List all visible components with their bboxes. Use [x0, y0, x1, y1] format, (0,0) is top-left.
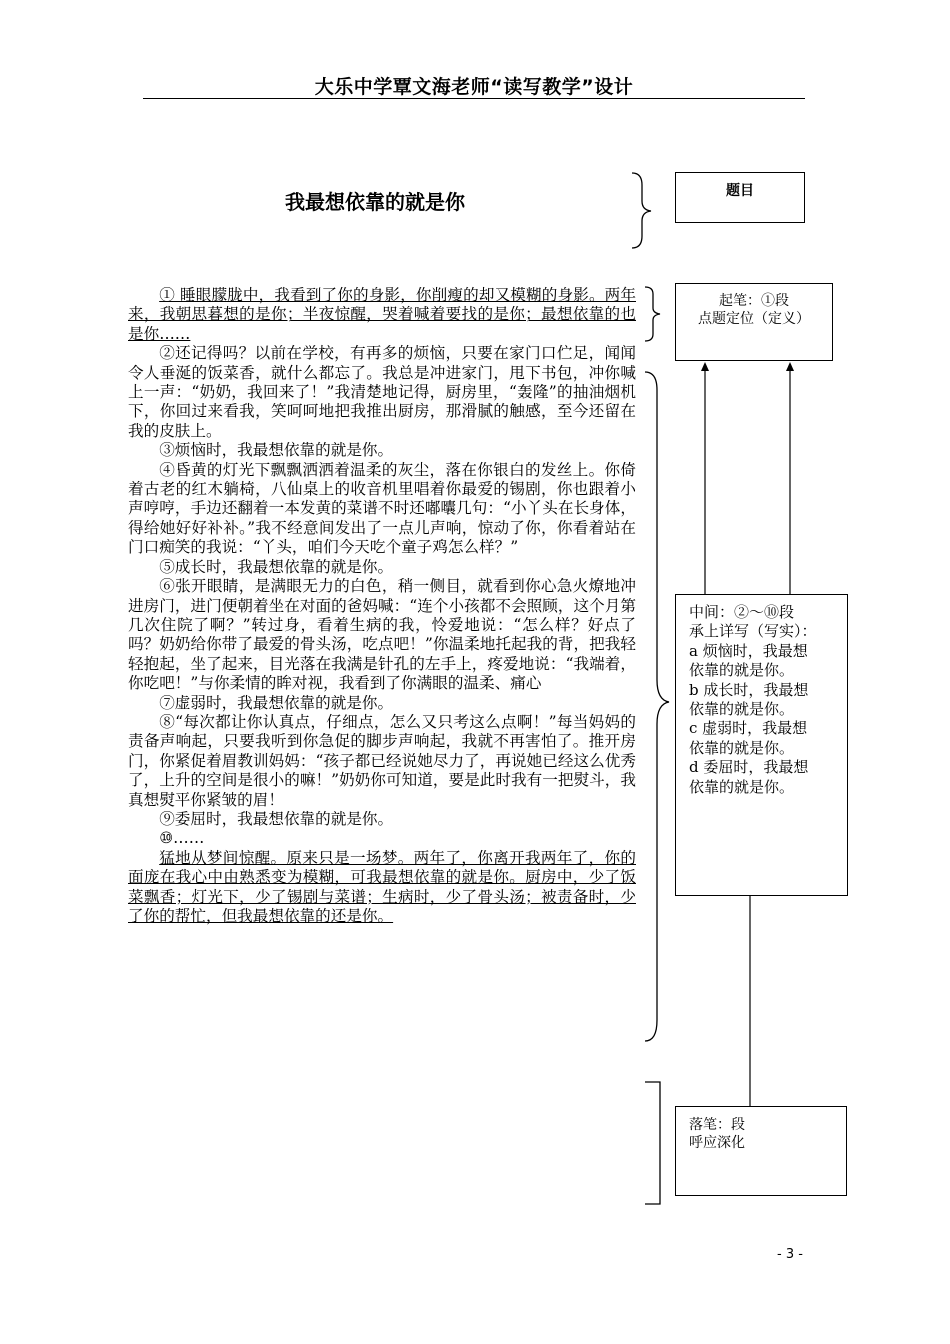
- paragraph-10: ⑩……: [159, 829, 205, 848]
- ending-line-2: 呼应深化: [689, 1135, 745, 1151]
- middle-line-10: 依靠的就是你。: [689, 777, 795, 796]
- essay-title: 我最想依靠的就是你: [285, 190, 465, 214]
- opening-brace: [645, 287, 660, 341]
- arrow-head-right: [786, 362, 794, 371]
- opening-line-1: 起笔：①段: [719, 293, 789, 309]
- middle-line-7: c 虚弱时，我最想: [689, 719, 808, 738]
- paragraph-9: ⑨委屈时，我最想依靠的就是你。: [159, 809, 394, 828]
- ending-bracket: [645, 1082, 660, 1204]
- paragraph-7: ⑦虚弱时，我最想依靠的就是你。: [159, 693, 394, 712]
- middle-line-5: b 成长时，我最想: [689, 680, 809, 699]
- middle-brace: [645, 372, 669, 1041]
- paragraph-4: ④昏黄的灯光下飘飘洒洒着温柔的灰尘，落在你银白的发丝上。你倚着古老的红木躺椅，八仙桌上的收音机里唱着你最爱的锡剧，你也跟着小声哼哼，手边还翻着一本发黄的菜谱不时还嘟囔几句：“小丫头在长身体，得给她好好补补。”我不经意间发出了一点儿声响，惊动了你，你看着站在门口痴笑的我说：“丫头，咱们今天吃个童子鸡怎么样？”: [128, 460, 636, 557]
- title-brace: [632, 173, 651, 248]
- middle-line-8: 依靠的就是你。: [689, 738, 795, 757]
- topic-box: [675, 172, 805, 223]
- middle-line-3: a 烦恼时，我最想: [689, 641, 808, 660]
- middle-line-9: d 委屈时，我最想: [689, 758, 809, 777]
- paragraph-5: ⑤成长时，我最想依靠的就是你。: [159, 557, 394, 576]
- opening-line-2: 点题定位（定义）: [698, 311, 810, 327]
- paragraph-6: ⑥张开眼睛，是满眼无力的白色，稍一侧目，就看到你心急火燎地冲进房门，进门便朝着坐在对面的爸妈喊：“连个小孩都不会照顾，这个月第几次住院了啊？”转过身，看着生病的我，怜爱地说：“怎么样？好点了吗？奶奶给你带了最爱的骨头汤，吃点吧！”你温柔地托起我的背，把我轻轻抱起，坐了起来，目光落在我满是针孔的左手上，疼爱地说：“我端着，你吃吧！”与你柔情的眸对视，我看到了你满眼的温柔、痛心: [128, 577, 636, 693]
- paragraph-2: ②还记得吗？以前在学校，有再多的烦恼，只要在家门口伫足，闻闻令人垂涎的饭菜香，就什么都忘了。我总是冲进家门，甩下书包，冲你喊上一声：“奶奶，我回来了！”我清楚地记得，厨房里，“轰隆”的抽油烟机下，你回过来看我，笑呵呵地把我推出厨房，那滑腻的触感，至今还留在我的皮肤上。: [128, 344, 636, 440]
- middle-line-4: 依靠的就是你。: [689, 661, 795, 680]
- opening-box: [675, 283, 833, 361]
- paragraph-3: ③烦恼时，我最想依靠的就是你。: [159, 441, 394, 460]
- paragraph-8: ⑧“每次都让你认真点，仔细点，怎么又只考这么点啊！”每当妈妈的责备声响起，只要我听到你急促的脚步声响起，我就不再害怕了。推开房门，你紧促着眉教训妈妈：“孩子都已经说她尽力了，再说她已经这么优秀了，上升的空间是很小的嘛！”奶奶你可知道，要是此时我有一把熨斗，我真想熨平你紧皱的眉！: [128, 712, 636, 809]
- middle-line-6: 依靠的就是你。: [689, 700, 795, 719]
- page-header: 大乐中学覃文海老师“读写教学”设计: [314, 76, 634, 98]
- arrow-head-left: [701, 362, 709, 371]
- middle-box: [675, 594, 848, 896]
- topic-label: 题目: [726, 183, 754, 199]
- paragraph-ending: 猛地从梦间惊醒。原来只是一场梦。两年了，你离开我两年了，你的面庞在我心中由熟悉变为模糊，可我最想依靠的就是你。厨房中，少了饭菜飘香；灯光下，少了锡剧与菜谱；生病时，少了骨头汤；被责备时，少了你的帮忙，但我最想依靠的还是你。: [128, 848, 636, 925]
- paragraph-1: ① 睡眼朦胧中，我看到了你的身影，你削瘦的却又模糊的身影。两年来，我朝思暮想的是你；半夜惊醒，哭着喊着要找的是你；最想依靠的也是你……: [128, 286, 636, 343]
- page-number: - 3 -: [777, 1247, 803, 1262]
- middle-line-1: 中间：②～⑩段: [689, 603, 795, 621]
- middle-line-2: 承上详写（写实）：: [689, 622, 817, 641]
- ending-box: [675, 1106, 847, 1196]
- ending-line-1: 落笔：段: [689, 1117, 745, 1133]
